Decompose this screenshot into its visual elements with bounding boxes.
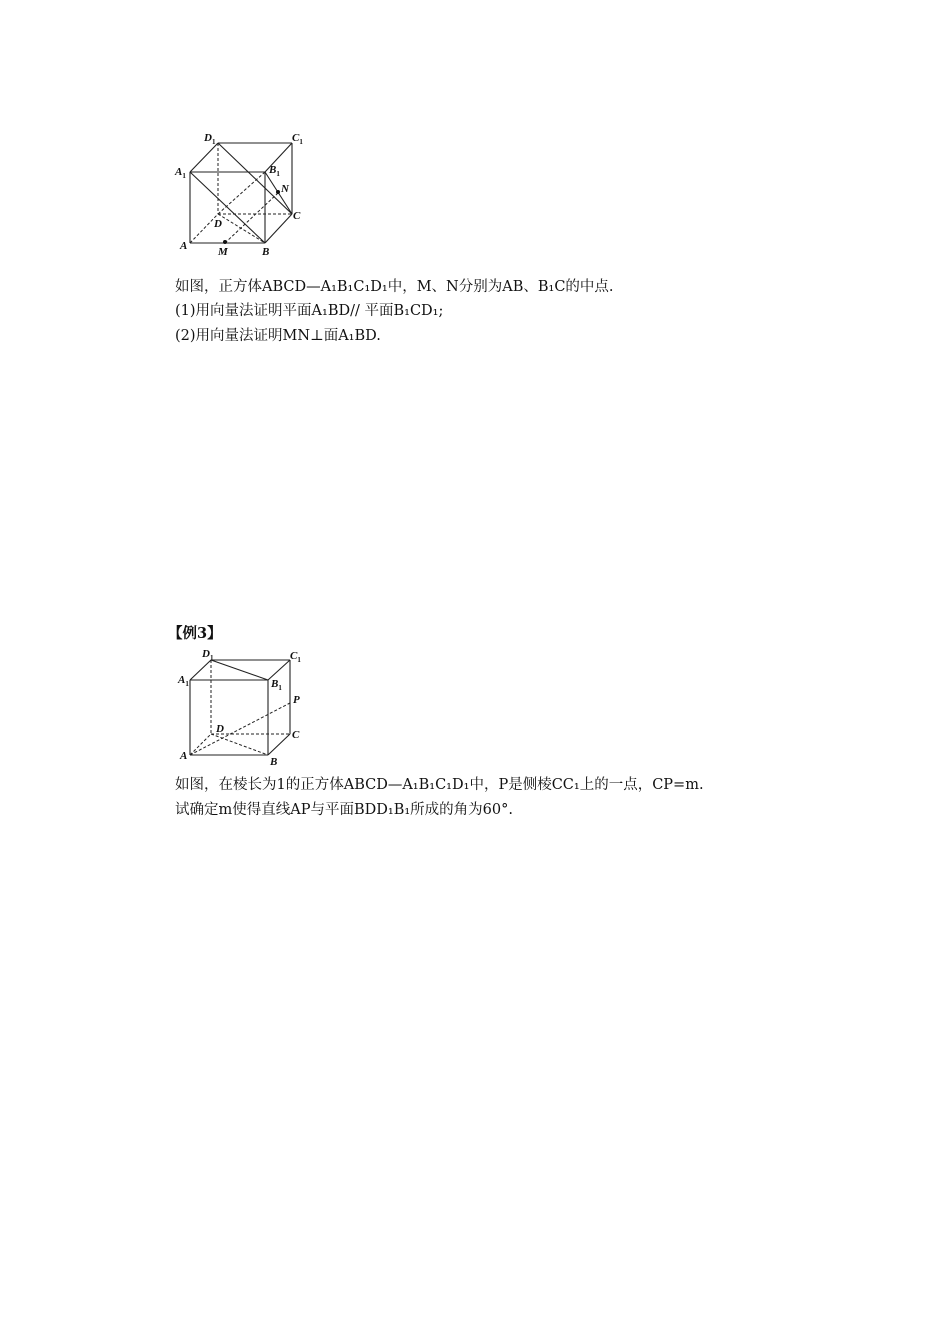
label-p: P [293, 694, 300, 706]
label-b1: $B_1$ [269, 164, 280, 178]
label-c1: $C_1$ [290, 650, 301, 664]
label-c: C [293, 210, 301, 222]
example-3-question: 试确定m使得直线AP与平面BDD₁B₁所成的角为60°. [175, 802, 513, 818]
label-a: A [180, 240, 188, 252]
label-a1: $A_1$ [175, 166, 186, 180]
point-m [223, 240, 227, 244]
label-n: N [281, 183, 289, 195]
cube-figure-2 [170, 643, 320, 768]
label-a: A [180, 750, 188, 762]
label-c: C [292, 729, 300, 741]
problem-2-part-2: (2)用向量法证明MN⊥面A₁BD. [175, 328, 381, 344]
label-b: B [270, 756, 278, 768]
point-n [276, 190, 280, 194]
label-b: B [262, 246, 270, 258]
label-d1: $D_1$ [202, 648, 214, 662]
label-c1: $C_1$ [292, 132, 303, 146]
label-a1: $A_1$ [178, 674, 189, 688]
example-3-statement: 如图，在棱长为1的正方体ABCD—A₁B₁C₁D₁中，P是侧棱CC₁上的一点，CP=m. [175, 777, 704, 793]
label-m: M [218, 246, 228, 258]
example-3-label: 【例3】 [168, 625, 222, 642]
label-b1: $B_1$ [271, 678, 282, 692]
problem-2-statement: 如图，正方体ABCD—A₁B₁C₁D₁中，M、N分别为AB、B₁C的中点. [175, 279, 614, 295]
label-d1: $D_1$ [204, 132, 216, 146]
problem-2-part-1: (1)用向量法证明平面A₁BD// 平面B₁CD₁; [175, 303, 444, 319]
cube-figure-1 [170, 125, 320, 265]
label-d: D [216, 723, 224, 735]
label-d: D [214, 218, 222, 230]
